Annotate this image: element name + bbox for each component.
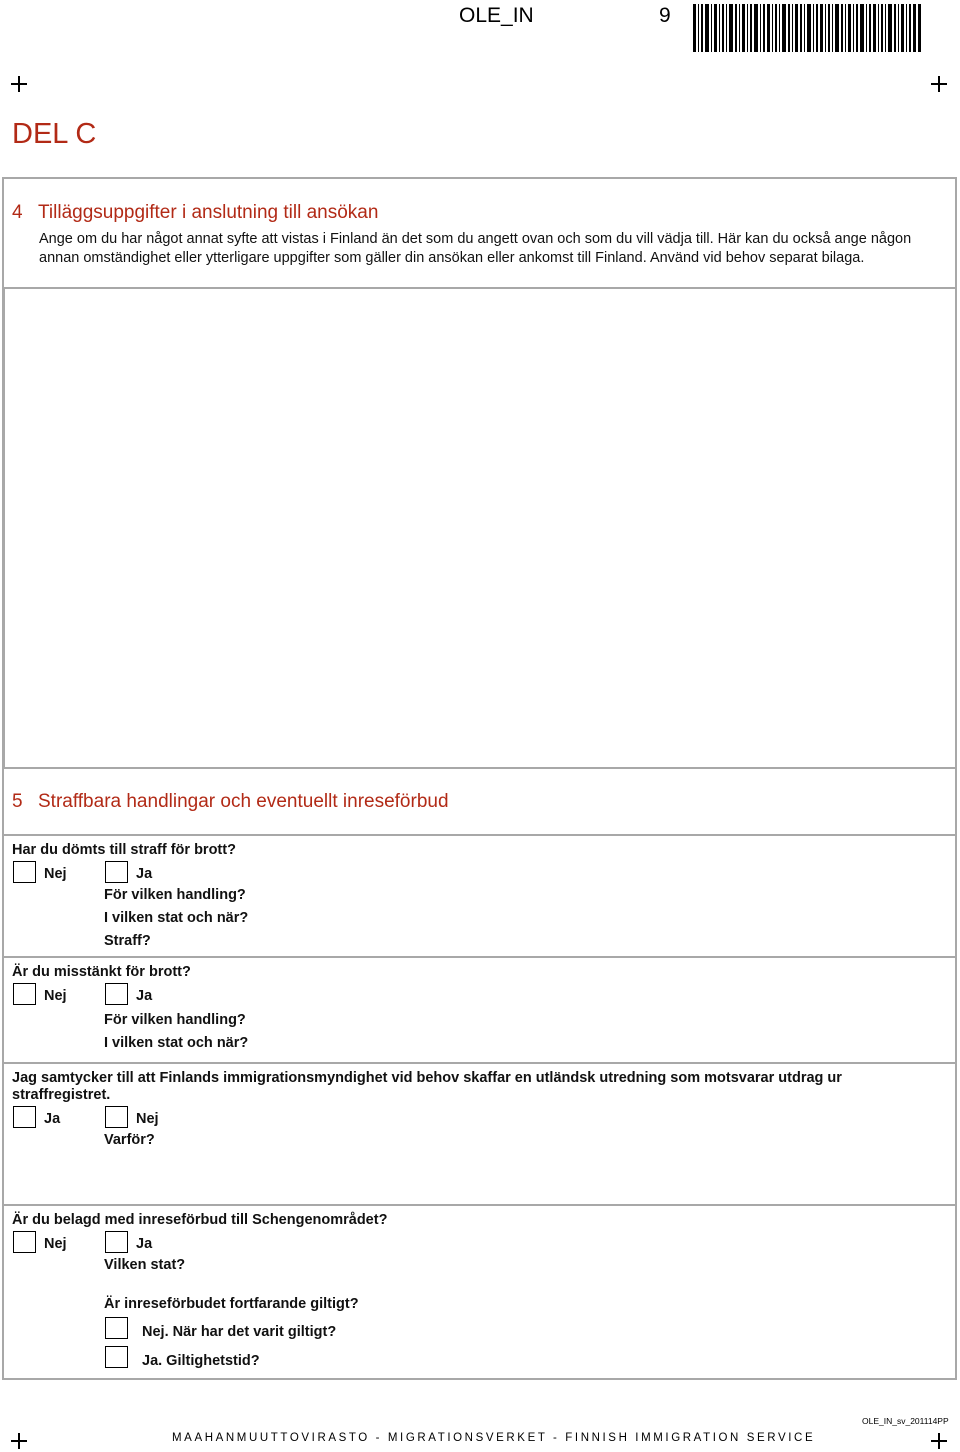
question-consent [12,1070,942,1104]
divider [2,956,957,958]
divider [2,1204,957,1206]
question-consent-line: straffregistret. [12,1087,111,1103]
ban-valid-no-checkbox[interactable] [105,1317,128,1339]
additional-info-textarea[interactable] [4,289,955,767]
consent-yes-checkbox[interactable] [13,1106,36,1128]
field-label-act: För vilken handling? [104,1012,246,1028]
divider [2,834,957,836]
option-label: Ja [136,866,153,882]
option-label: Ja. Giltighetstid? [142,1353,260,1369]
option-label: Ja [136,988,153,1004]
consent-no-checkbox[interactable] [105,1106,128,1128]
suspected-yes-checkbox[interactable] [105,983,128,1005]
field-label-state-when: I vilken stat och när? [104,1035,249,1051]
part-title: DEL C [12,118,97,150]
suspected-no-checkbox[interactable] [13,983,36,1005]
option-label: Nej [44,1236,67,1252]
registration-mark-icon [11,76,27,92]
section-4-desc-line: annan omständighet eller ytterligare uppgifter som gäller din ansökan eller ankomst till Finland. Använd vid behov separat bilaga. [39,250,865,266]
section-4-title: Tilläggsuppgifter i anslutning till ansökan [38,202,379,223]
question-convicted: Har du dömts till straff för brott? [12,842,236,858]
field-label-why: Varför? [104,1132,155,1148]
divider [2,767,957,769]
section-4-heading [12,202,378,224]
question-consent-line: Jag samtycker till att Finlands immigrationsmyndighet vid behov skaffar en utländsk utredning som motsvarar utdrag ur [12,1070,842,1086]
question-ban-still-valid: Är inreseförbudet fortfarande giltigt? [104,1296,359,1312]
barcode-image [693,4,921,52]
option-label: Nej [44,866,67,882]
footer-agency: MAAHANMUUTTOVIRASTO - MIGRATIONSVERKET - FINNISH IMMIGRATION SERVICE [172,1432,816,1444]
option-label: Nej [136,1111,159,1127]
section-5-title: Straffbara handlingar och eventuellt inreseförbud [38,791,449,812]
section-4-number: 4 [12,202,23,223]
form-version-code: OLE_IN_sv_201114PP [862,1416,949,1426]
field-label-state-when: I vilken stat och när? [104,910,249,926]
ban-valid-yes-checkbox[interactable] [105,1346,128,1368]
page-number: 9 [659,4,671,27]
field-label-state: Vilken stat? [104,1257,186,1273]
field-label-act: För vilken handling? [104,887,246,903]
option-label: Ja [136,1236,153,1252]
question-suspected: Är du misstänkt för brott? [12,964,191,980]
question-entry-ban: Är du belagd med inreseförbud till Schengenområdet? [12,1212,388,1228]
divider [2,1062,957,1064]
registration-mark-icon [931,76,947,92]
section-5-heading [12,791,449,813]
option-label: Nej. När har det varit giltigt? [142,1324,337,1340]
option-label: Nej [44,988,67,1004]
option-label: Ja [44,1111,61,1127]
divider [3,289,5,769]
registration-mark-icon [931,1433,947,1449]
section-5-number: 5 [12,791,23,812]
entry-ban-yes-checkbox[interactable] [105,1231,128,1253]
section-4-description [39,230,939,268]
field-label-sentence: Straff? [104,933,151,949]
entry-ban-no-checkbox[interactable] [13,1231,36,1253]
registration-mark-icon [11,1433,27,1449]
form-code: OLE_IN [459,4,534,27]
convicted-yes-checkbox[interactable] [105,861,128,883]
section-4-desc-line: Ange om du har något annat syfte att vistas i Finland än det som du angett ovan och som du vill vädja till. Här kan du också ange någon [39,231,912,247]
convicted-no-checkbox[interactable] [13,861,36,883]
